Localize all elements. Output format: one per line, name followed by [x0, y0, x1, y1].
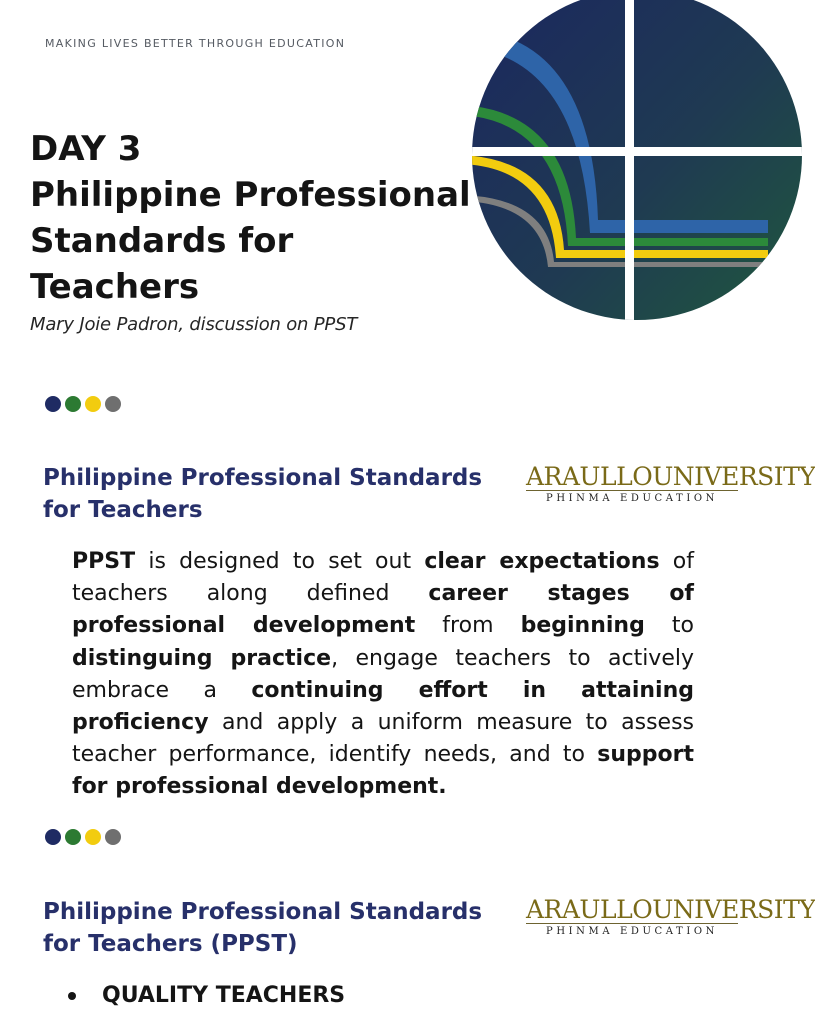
paragraph-run: beginning — [520, 613, 645, 639]
paragraph-run: support for professional development. — [72, 742, 694, 800]
section2-bullet-list — [68, 980, 748, 1012]
list-item-label: QUALITY TEACHERS — [102, 983, 346, 1008]
paragraph-run: of teachers along defined — [72, 549, 694, 607]
section1-paragraph — [72, 546, 694, 804]
university-logo — [526, 462, 815, 504]
green-dot — [65, 829, 81, 845]
yellow-dot — [85, 396, 101, 412]
decorative-dots — [45, 829, 121, 845]
list-item — [68, 980, 748, 1012]
day-label: DAY 3 — [30, 129, 142, 169]
paragraph-run: distinguing practice — [72, 645, 332, 671]
page-title — [30, 172, 480, 310]
university-name: ARAULLOUNIVERSITY — [526, 895, 815, 924]
university-subtitle: PHINMA EDUCATION — [545, 926, 719, 937]
ppst-circle-logo — [462, 0, 768, 320]
navy-dot — [45, 829, 61, 845]
tagline: MAKING LIVES BETTER THROUGH EDUCATION — [45, 37, 346, 50]
bullet-icon — [68, 992, 76, 1000]
title-line: Standards for — [30, 221, 294, 261]
title-block — [30, 126, 480, 335]
section1-title: Philippine Professional Standards for Teachers — [43, 465, 483, 523]
gray-dot — [105, 396, 121, 412]
paragraph-run: and apply a uniform measure to assess teacher performance, identify needs, and to — [72, 710, 694, 768]
green-dot — [65, 396, 81, 412]
gray-dot — [105, 829, 121, 845]
paragraph-run: continuing effort in attaining proficiency — [72, 677, 694, 736]
navy-dot — [45, 396, 61, 412]
paragraph-run: , engage teachers to actively embrace a — [72, 645, 694, 703]
university-subtitle: PHINMA EDUCATION — [545, 493, 719, 504]
university-logo — [526, 895, 815, 937]
paragraph-run: is designed to set out — [135, 549, 425, 574]
title-line: Philippine Professional — [30, 175, 471, 215]
section2-title: Philippine Professional Standards for Teachers (PPST) — [43, 899, 483, 957]
paragraph-run: from — [415, 613, 521, 639]
yellow-dot — [85, 829, 101, 845]
university-name: ARAULLOUNIVERSITY — [526, 462, 815, 491]
paragraph-run: to — [644, 613, 694, 639]
page-subtitle: Mary Joie Padron, discussion on PPST — [30, 314, 358, 335]
paragraph-run: clear expectations — [424, 549, 660, 574]
paragraph-run: career stages of professional development — [72, 581, 695, 639]
paragraph-run: PPST — [72, 549, 136, 574]
decorative-dots — [45, 396, 121, 412]
title-line: Teachers — [30, 267, 200, 307]
